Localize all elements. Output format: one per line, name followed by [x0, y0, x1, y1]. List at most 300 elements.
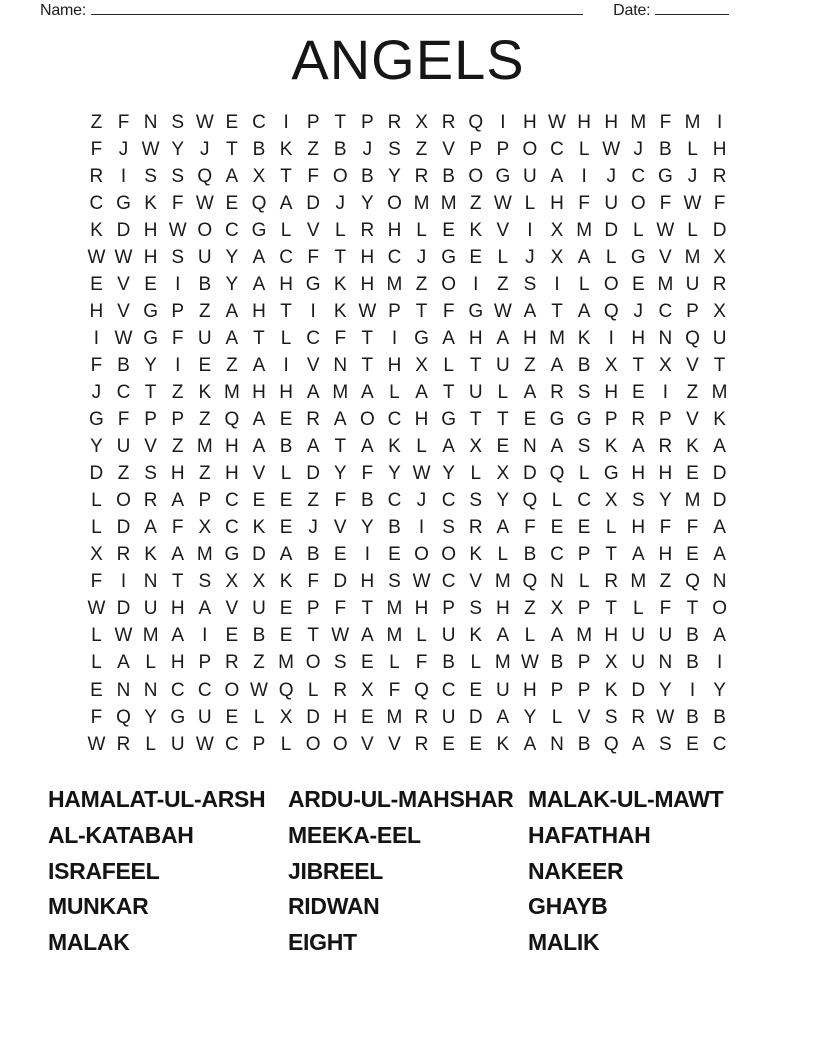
grid-cell: L [280, 733, 292, 755]
grid-cell: O [712, 598, 727, 620]
grid-cell: X [659, 354, 672, 376]
grid-cell: T [442, 381, 455, 403]
grid-cell: E [469, 733, 483, 755]
grid-cell: F [171, 192, 184, 214]
grid-cell: O [359, 409, 375, 431]
grid-cell: C [550, 138, 564, 160]
letter-grid [83, 109, 733, 758]
grid-cell: P [686, 300, 699, 322]
grid-cell: C [441, 679, 456, 701]
grid-cell: C [441, 490, 456, 512]
grid-cell: L [497, 544, 509, 566]
grid-cell: V [225, 598, 239, 620]
grid-cell: U [116, 436, 131, 458]
grid-cell: L [280, 463, 292, 485]
grid-cell: U [468, 381, 483, 403]
grid-cell: I [473, 273, 479, 295]
grid-cell: B [279, 436, 293, 458]
grid-cell: H [631, 327, 646, 349]
grid-cell: G [495, 165, 511, 187]
grid-cell: A [171, 544, 185, 566]
grid-cell: F [117, 111, 130, 133]
grid-cell: Z [497, 273, 509, 295]
grid-cell: E [469, 679, 483, 701]
grid-cell: U [712, 327, 727, 349]
grid-cell: S [198, 571, 212, 593]
grid-cell: R [631, 706, 646, 728]
grid-cell: A [225, 165, 239, 187]
grid-cell: J [633, 138, 644, 160]
grid-cell: T [361, 327, 374, 349]
grid-cell: E [225, 706, 239, 728]
grid-cell: B [361, 490, 374, 512]
grid-cell: P [469, 138, 483, 160]
grid-cell: E [279, 409, 293, 431]
grid-cell: E [686, 463, 699, 485]
word-item: EIGHT [288, 928, 357, 955]
grid-cell: O [387, 192, 402, 214]
grid-cell: A [496, 517, 510, 539]
grid-cell: O [414, 544, 429, 566]
grid-cell: K [469, 219, 483, 241]
grid-cell: V [333, 517, 347, 539]
grid-cell: F [117, 409, 130, 431]
word-item: GHAYB [528, 893, 608, 920]
grid-cell: H [414, 409, 429, 431]
grid-cell: A [225, 327, 239, 349]
grid-cell: B [659, 138, 672, 160]
grid-cell: J [633, 300, 644, 322]
grid-cell: G [305, 273, 321, 295]
grid-cell: X [415, 354, 428, 376]
grid-cell: W [114, 327, 133, 349]
grid-cell: H [360, 273, 375, 295]
grid-cell: H [387, 219, 402, 241]
grid-cell: C [252, 111, 266, 133]
grid-cell: M [386, 706, 403, 728]
grid-cell: C [658, 300, 673, 322]
grid-cell: T [144, 381, 157, 403]
grid-cell: X [604, 652, 618, 674]
grid-cell: H [333, 706, 348, 728]
grid-cell: J [118, 138, 129, 160]
grid-cell: R [414, 706, 429, 728]
grid-cell: R [468, 517, 483, 539]
grid-cell: C [197, 679, 212, 701]
grid-cell: A [631, 733, 645, 755]
grid-cell: I [283, 111, 289, 133]
grid-cell: N [143, 111, 158, 133]
grid-cell: W [656, 706, 675, 728]
grid-cell: I [418, 517, 425, 539]
grid-cell: R [631, 409, 646, 431]
grid-cell: U [495, 679, 510, 701]
grid-cell: L [91, 490, 102, 512]
grid-cell: F [307, 571, 319, 593]
grid-cell: W [656, 219, 675, 241]
grid-cell: X [604, 354, 618, 376]
grid-cell: B [577, 733, 591, 755]
grid-cell: F [90, 354, 103, 376]
grid-cell: Q [278, 679, 294, 701]
grid-cell: L [578, 273, 590, 295]
grid-cell: F [442, 300, 455, 322]
grid-cell: W [195, 111, 214, 133]
grid-cell: A [631, 544, 645, 566]
grid-cell: L [307, 679, 319, 701]
grid-cell: F [171, 517, 184, 539]
grid-cell: J [525, 246, 535, 268]
grid-cell: W [683, 192, 702, 214]
grid-cell: D [468, 706, 483, 728]
grid-cell: P [144, 409, 157, 431]
grid-cell: I [662, 381, 669, 403]
grid-cell: A [713, 517, 726, 539]
grid-cell: H [523, 679, 537, 701]
grid-cell: C [225, 517, 239, 539]
grid-cell: W [358, 300, 377, 322]
grid-cell: H [468, 327, 483, 349]
word-item: MALIK [528, 928, 600, 955]
grid-cell: L [605, 246, 617, 268]
grid-cell: D [631, 679, 646, 701]
grid-cell: E [225, 111, 239, 133]
grid-cell: E [442, 219, 455, 241]
grid-cell: A [631, 436, 645, 458]
grid-cell: K [144, 544, 157, 566]
grid-cell: G [143, 327, 158, 349]
grid-cell: C [550, 544, 564, 566]
grid-cell: D [604, 219, 619, 241]
grid-cell: B [333, 138, 347, 160]
grid-cell: S [469, 490, 483, 512]
grid-cell: F [307, 246, 319, 268]
grid-cell: X [550, 598, 564, 620]
grid-cell: D [252, 544, 266, 566]
grid-cell: S [171, 246, 185, 268]
grid-cell: I [283, 354, 289, 376]
grid-cell: Z [686, 381, 699, 403]
grid-cell: B [388, 517, 401, 539]
grid-cell: A [577, 246, 591, 268]
name-label: Name: [40, 2, 87, 19]
grid-cell: E [577, 517, 591, 539]
grid-cell: R [712, 273, 727, 295]
grid-cell: Y [225, 273, 239, 295]
grid-cell: X [550, 246, 564, 268]
grid-cell: T [334, 111, 347, 133]
grid-cell: I [175, 354, 181, 376]
grid-cell: I [689, 679, 696, 701]
grid-cell: W [548, 111, 566, 133]
grid-cell: R [387, 111, 402, 133]
grid-cell: C [712, 733, 727, 755]
grid-cell: M [386, 598, 403, 620]
grid-cell: D [333, 571, 348, 593]
grid-cell: L [280, 219, 292, 241]
grid-cell: U [685, 273, 700, 295]
puzzle-title: ANGELS [291, 28, 525, 91]
grid-cell: P [171, 409, 185, 431]
grid-cell: H [712, 138, 727, 160]
grid-cell: S [442, 517, 455, 539]
grid-cell: S [659, 733, 672, 755]
grid-cell: V [144, 436, 157, 458]
word-item: NAKEER [528, 857, 624, 884]
grid-cell: L [91, 652, 102, 674]
grid-cell: L [578, 463, 590, 485]
grid-cell: J [606, 165, 616, 187]
grid-cell: I [391, 327, 398, 349]
grid-cell: W [114, 246, 133, 268]
grid-cell: E [686, 544, 699, 566]
grid-cell: K [604, 679, 618, 701]
grid-cell: L [443, 354, 454, 376]
grid-cell: P [306, 598, 320, 620]
grid-cell: Y [496, 490, 510, 512]
grid-cell: H [523, 327, 537, 349]
word-item: JIBREEL [288, 857, 384, 884]
grid-cell: K [198, 381, 212, 403]
grid-cell: M [386, 273, 403, 295]
grid-cell: C [116, 381, 131, 403]
grid-cell: R [712, 165, 727, 187]
grid-cell: A [279, 192, 293, 214]
grid-cell: F [659, 598, 672, 620]
grid-cell: N [523, 436, 537, 458]
grid-cell: M [332, 381, 349, 403]
grid-cell: P [577, 652, 591, 674]
grid-cell: Q [549, 463, 565, 485]
grid-cell: S [171, 111, 185, 133]
grid-cell: M [576, 219, 593, 241]
grid-cell: B [523, 544, 537, 566]
grid-cell: H [225, 436, 239, 458]
grid-cell: M [684, 490, 701, 512]
grid-cell: A [442, 327, 455, 349]
grid-cell: L [389, 652, 400, 674]
grid-cell: V [252, 463, 266, 485]
grid-cell: N [143, 679, 158, 701]
grid-cell: B [713, 706, 726, 728]
grid-cell: L [145, 652, 156, 674]
grid-cell: U [143, 598, 158, 620]
grid-cell: A [333, 409, 347, 431]
grid-cell: I [716, 652, 723, 674]
grid-cell: L [633, 598, 644, 620]
grid-cell: I [120, 165, 127, 187]
grid-cell: S [171, 165, 185, 187]
grid-cell: E [361, 706, 374, 728]
grid-cell: C [387, 490, 402, 512]
grid-cell: V [686, 409, 699, 431]
grid-cell: L [91, 625, 102, 647]
word-item: MALAK [48, 928, 130, 955]
grid-cell: E [550, 517, 564, 539]
grid-cell: V [306, 219, 320, 241]
grid-cell: O [441, 273, 457, 295]
word-item: ISRAFEEL [48, 857, 160, 884]
grid-cell: O [116, 490, 131, 512]
grid-cell: M [223, 381, 240, 403]
grid-cell: F [90, 706, 103, 728]
grid-cell: C [387, 409, 402, 431]
grid-cell: Q [685, 571, 700, 593]
grid-cell: T [469, 354, 482, 376]
grid-cell: E [469, 246, 483, 268]
grid-cell: J [200, 138, 210, 160]
grid-cell: W [87, 733, 106, 755]
grid-cell: U [441, 625, 456, 647]
grid-cell: Z [253, 652, 265, 674]
grid-cell: F [334, 598, 347, 620]
grid-cell: Y [90, 436, 103, 458]
grid-cell: H [550, 192, 564, 214]
grid-cell: M [142, 625, 159, 647]
grid-cell: N [658, 652, 673, 674]
grid-cell: Y [225, 246, 239, 268]
grid-cell: X [361, 679, 374, 701]
grid-cell: F [90, 138, 103, 160]
grid-cell: G [251, 219, 267, 241]
grid-cell: L [91, 517, 102, 539]
grid-cell: M [684, 246, 701, 268]
grid-cell: D [712, 490, 727, 512]
name-fill-line [91, 2, 583, 15]
grid-cell: K [388, 436, 401, 458]
grid-cell: S [388, 138, 401, 160]
grid-cell: M [576, 625, 593, 647]
grid-cell: G [170, 706, 186, 728]
grid-cell: L [497, 381, 509, 403]
grid-cell: E [279, 490, 293, 512]
grid-cell: R [550, 381, 564, 403]
grid-cell: Z [198, 300, 211, 322]
grid-cell: V [659, 246, 672, 268]
grid-cell: F [659, 192, 672, 214]
grid-cell: H [360, 246, 375, 268]
grid-cell: O [305, 733, 321, 755]
grid-cell: P [442, 598, 455, 620]
grid-cell: I [500, 111, 506, 133]
grid-cell: Z [171, 436, 184, 458]
grid-cell: K [604, 436, 618, 458]
grid-cell: Q [603, 300, 619, 322]
grid-cell: M [494, 652, 511, 674]
grid-cell: O [197, 219, 213, 241]
grid-cell: A [252, 409, 266, 431]
grid-cell: Z [198, 463, 211, 485]
grid-cell: U [170, 733, 185, 755]
grid-cell: H [604, 381, 619, 403]
grid-cell: Z [90, 111, 103, 133]
grid-cell: O [603, 273, 619, 295]
grid-cell: H [225, 463, 239, 485]
grid-cell: R [441, 111, 456, 133]
grid-cell: G [549, 409, 565, 431]
grid-cell: U [441, 706, 456, 728]
grid-cell: M [494, 571, 511, 593]
grid-cell: K [279, 138, 293, 160]
grid-cell: N [550, 571, 564, 593]
grid-cell: D [116, 517, 131, 539]
date-fill-line [655, 2, 729, 15]
grid-cell: S [523, 273, 537, 295]
grid-cell: B [198, 273, 212, 295]
grid-cell: B [252, 138, 266, 160]
grid-cell: D [306, 706, 321, 728]
grid-cell: A [225, 300, 239, 322]
grid-cell: S [144, 463, 157, 485]
date-label: Date: [613, 2, 651, 19]
grid-cell: A [496, 625, 510, 647]
grid-cell: E [361, 652, 374, 674]
grid-cell: E [252, 490, 266, 512]
grid-cell: U [197, 327, 212, 349]
grid-cell: X [252, 571, 266, 593]
grid-cell: E [686, 733, 699, 755]
grid-cell: U [197, 246, 212, 268]
grid-cell: U [604, 192, 619, 214]
grid-cell: L [687, 138, 698, 160]
grid-cell: F [388, 679, 401, 701]
grid-cell: S [388, 571, 401, 593]
grid-cell: I [364, 544, 370, 566]
grid-cell: V [577, 706, 591, 728]
grid-cell: P [577, 598, 591, 620]
grid-cell: U [495, 354, 510, 376]
grid-cell: C [387, 246, 402, 268]
word-list-column [48, 782, 288, 961]
grid-cell: E [225, 625, 239, 647]
grid-cell: L [578, 138, 590, 160]
grid-cell: O [630, 192, 646, 214]
grid-cell: H [170, 652, 185, 674]
grid-cell: A [523, 300, 537, 322]
grid-cell: A [550, 625, 564, 647]
grid-cell: G [441, 246, 457, 268]
grid-cell: Q [522, 490, 538, 512]
grid-cell: P [198, 652, 212, 674]
word-list-column [288, 782, 528, 961]
grid-cell: S [577, 436, 591, 458]
grid-cell: R [116, 544, 131, 566]
grid-cell: N [658, 327, 673, 349]
grid-cell: Q [251, 192, 267, 214]
grid-cell: L [605, 517, 617, 539]
grid-cell: L [389, 381, 400, 403]
grid-cell: G [658, 165, 673, 187]
grid-cell: E [279, 625, 293, 647]
grid-cell: F [361, 463, 374, 485]
grid-cell: H [252, 300, 266, 322]
grid-cell: W [493, 300, 512, 322]
grid-cell: V [686, 354, 699, 376]
grid-cell: V [496, 219, 510, 241]
word-item: HAMALAT-UL-ARSH [48, 786, 266, 813]
grid-cell: Y [144, 706, 157, 728]
grid-cell: I [202, 625, 208, 647]
grid-cell: W [412, 571, 431, 593]
grid-cell: F [524, 517, 536, 539]
grid-cell: P [306, 111, 320, 133]
grid-cell: I [93, 327, 100, 349]
grid-cell: Z [415, 273, 428, 295]
grid-cell: K [144, 192, 157, 214]
grid-cell: M [657, 273, 674, 295]
grid-cell: Q [414, 679, 429, 701]
grid-cell: K [469, 625, 483, 647]
